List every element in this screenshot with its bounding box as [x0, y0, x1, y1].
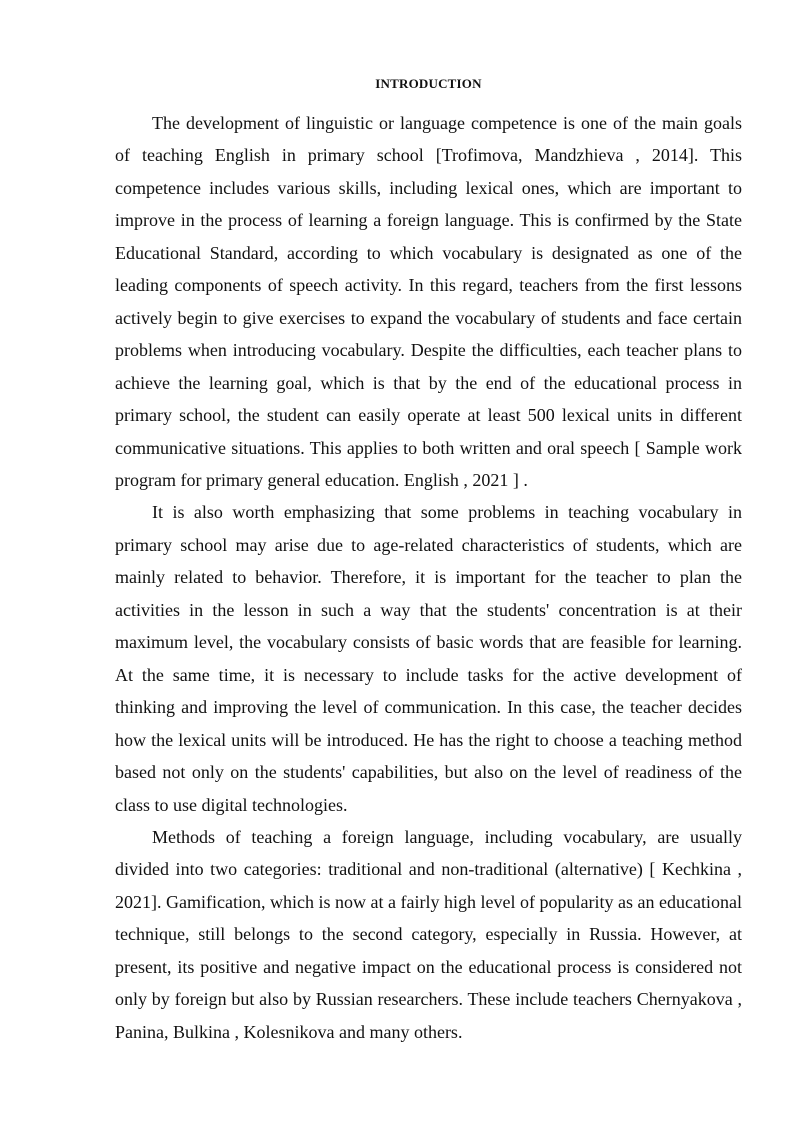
section-heading: INTRODUCTION — [375, 76, 482, 91]
body-text — [115, 107, 742, 1048]
paragraph-2: It is also worth emphasizing that some problems in teaching vocabulary in primary school may arise due to age-related characteristics of students, which are mainly related to behavior. Therefore, it is important for the teacher to plan the activities in the lesson in such a way that the students' concentration is at their maximum level, the vocabulary consists of basic words that are feasible for learning. At the same time, it is necessary to include tasks for the active development of thinking and improving the level of communication. In this case, the teacher decides how the lexical units will be introduced. He has the right to choose a teaching method based not only on the students' capabilities, but also on the level of readiness of the class to use digital technologies. — [115, 502, 742, 815]
paragraph-3: Methods of teaching a foreign language, including vocabulary, are usually divided into two categories: traditional and non-traditional (alternative) [ Kechkina , 2021]. Gamification, which is now at a fairly high level of popularity as an educational technique, still belongs to the second category, especially in Russia. However, at present, its positive and negative impact on the educational process is considered not only by foreign but also by Russian researchers. These include teachers Chernyakova , Panina, Bulkina , Kolesnikova and many others. — [115, 826, 742, 1042]
paragraph-1: The development of linguistic or language competence is one of the main goals of teaching English in primary school [Trofimova, Mandzhieva , 2014]. This competence includes various skills, including lexical ones, which are important to improve in the process of learning a foreign language. This is confirmed by the State Educational Standard, according to which vocabulary is designated as one of the leading components of speech activity. In this regard, teachers from the first lessons actively begin to give exercises to expand the vocabulary of students and face certain problems when introducing vocabulary. Despite the difficulties, each teacher plans to achieve the learning goal, which is that by the end of the educational process in primary school, the student can easily operate at least 500 lexical units in different communicative situations. This applies to both written and oral speech [ Sample work program for primary general education. English , 2021 ] . — [115, 113, 742, 490]
